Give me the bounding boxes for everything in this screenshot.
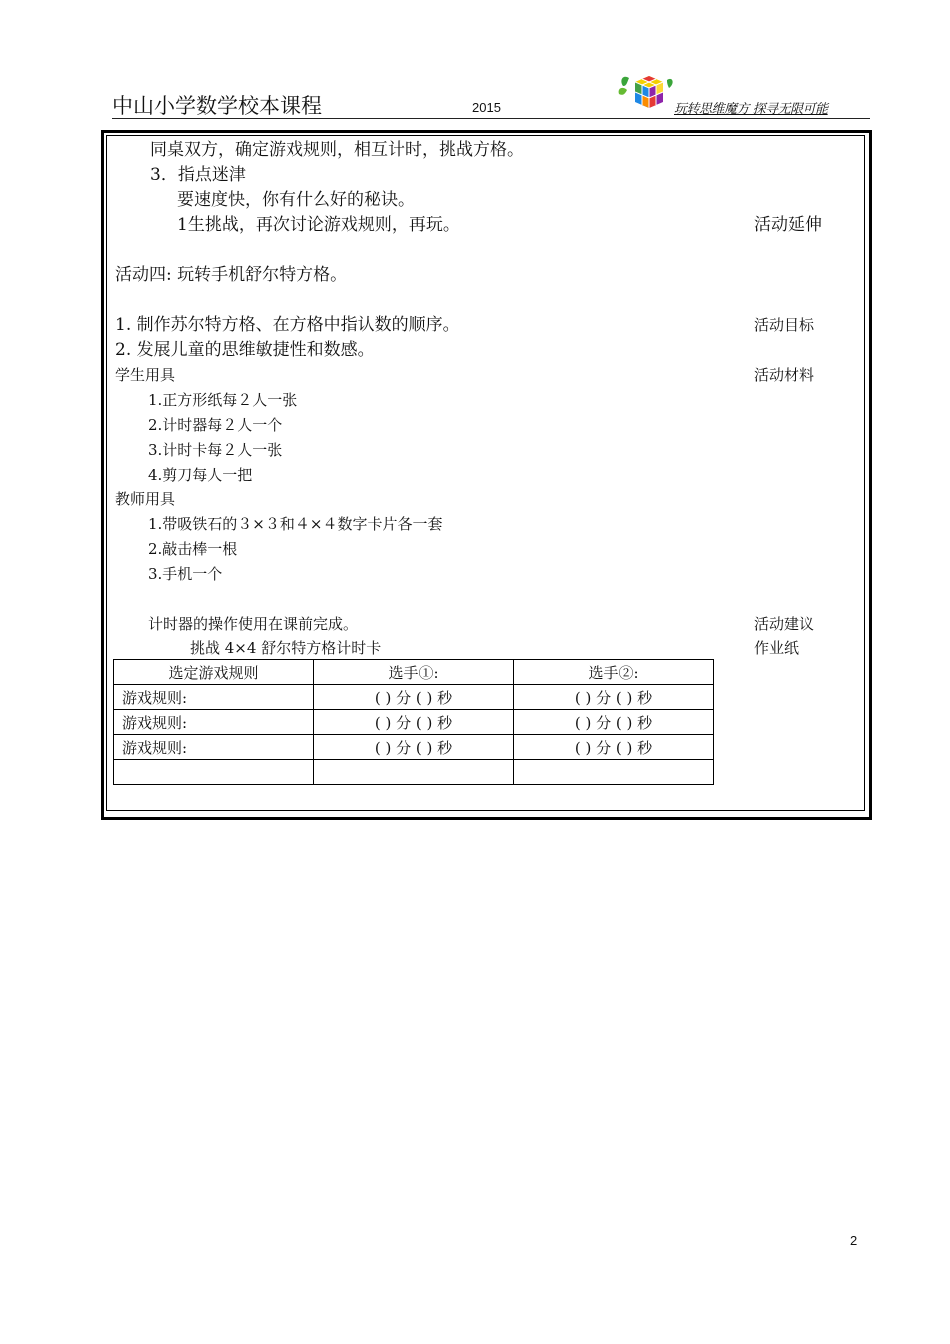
cell-time-player-2[interactable]: ( ) 分 ( ) 秒 [514,735,714,760]
goal-2: 2. 发展儿童的思维敏捷性和数感。 [115,340,375,360]
timer-note: 计时器的操作使用在课前完成。 [148,615,359,633]
label-extension: 活动延伸 [754,215,822,235]
teacher-tool-item: 2.敲击棒一根 [148,540,238,558]
student-tool-item: 1.正方形纸每２人一张 [148,391,298,409]
header-rule: 选定游戏规则 [114,660,314,685]
table-header-row [114,660,714,685]
table-row [114,735,714,760]
card-title: 挑战 4×4 舒尔特方格计时卡 [190,639,382,657]
student-tool-item: 3.计时卡每２人一张 [148,441,283,459]
rubiks-cube-logo-icon [617,70,675,116]
label-materials: 活动材料 [754,366,815,384]
cell-time-player-1[interactable] [314,760,514,785]
cell-rule[interactable]: 游戏规则: [114,685,314,710]
cell-rule[interactable] [114,760,314,785]
label-goal: 活动目标 [754,316,815,334]
text-line-2: 3．指点迷津 [150,165,246,185]
teacher-tools-label: 教师用具 [115,490,176,508]
cell-time-player-1[interactable]: ( ) 分 ( ) 秒 [314,685,514,710]
cell-time-player-2[interactable]: ( ) 分 ( ) 秒 [514,710,714,735]
cell-time-player-1[interactable]: ( ) 分 ( ) 秒 [314,710,514,735]
page-number: 2 [850,1233,858,1248]
student-tool-item: 2.计时器每２人一个 [148,416,283,434]
cell-time-player-2[interactable] [514,760,714,785]
table-row [114,760,714,785]
page-header [112,70,870,119]
header-player-2: 选手②: [514,660,714,685]
table-row [114,685,714,710]
header-year: 2015 [472,100,501,115]
header-title: 中山小学数学校本课程 [112,94,322,118]
student-tool-item: 4.剪刀每人一把 [148,466,253,484]
teacher-tool-item: 1.带吸铁石的３×３和４×４数字卡片各一套 [148,515,443,533]
cell-rule[interactable]: 游戏规则: [114,710,314,735]
label-suggestion: 活动建议 [754,615,815,633]
student-tools-label: 学生用具 [115,366,176,384]
timer-card-table [113,659,714,785]
cell-time-player-1[interactable]: ( ) 分 ( ) 秒 [314,735,514,760]
activity4-title: 活动四: 玩转手机舒尔特方格。 [115,265,348,285]
cell-time-player-2[interactable]: ( ) 分 ( ) 秒 [514,685,714,710]
teacher-tool-item: 3.手机一个 [148,565,223,583]
header-slogan: 玩转思维魔方 探寻无限可能 [674,102,828,117]
table-row [114,710,714,735]
text-line-3: 要速度快，你有什么好的秘诀。 [177,190,415,210]
label-worksheet: 作业纸 [754,639,800,657]
goal-1: 1. 制作苏尔特方格、在方格中指认数的顺序。 [115,315,460,335]
text-line-4: 1生挑战，再次讨论游戏规则，再玩。 [177,215,460,235]
cell-rule[interactable]: 游戏规则: [114,735,314,760]
header-player-1: 选手①: [314,660,514,685]
text-line-1: 同桌双方，确定游戏规则，相互计时，挑战方格。 [150,140,524,160]
